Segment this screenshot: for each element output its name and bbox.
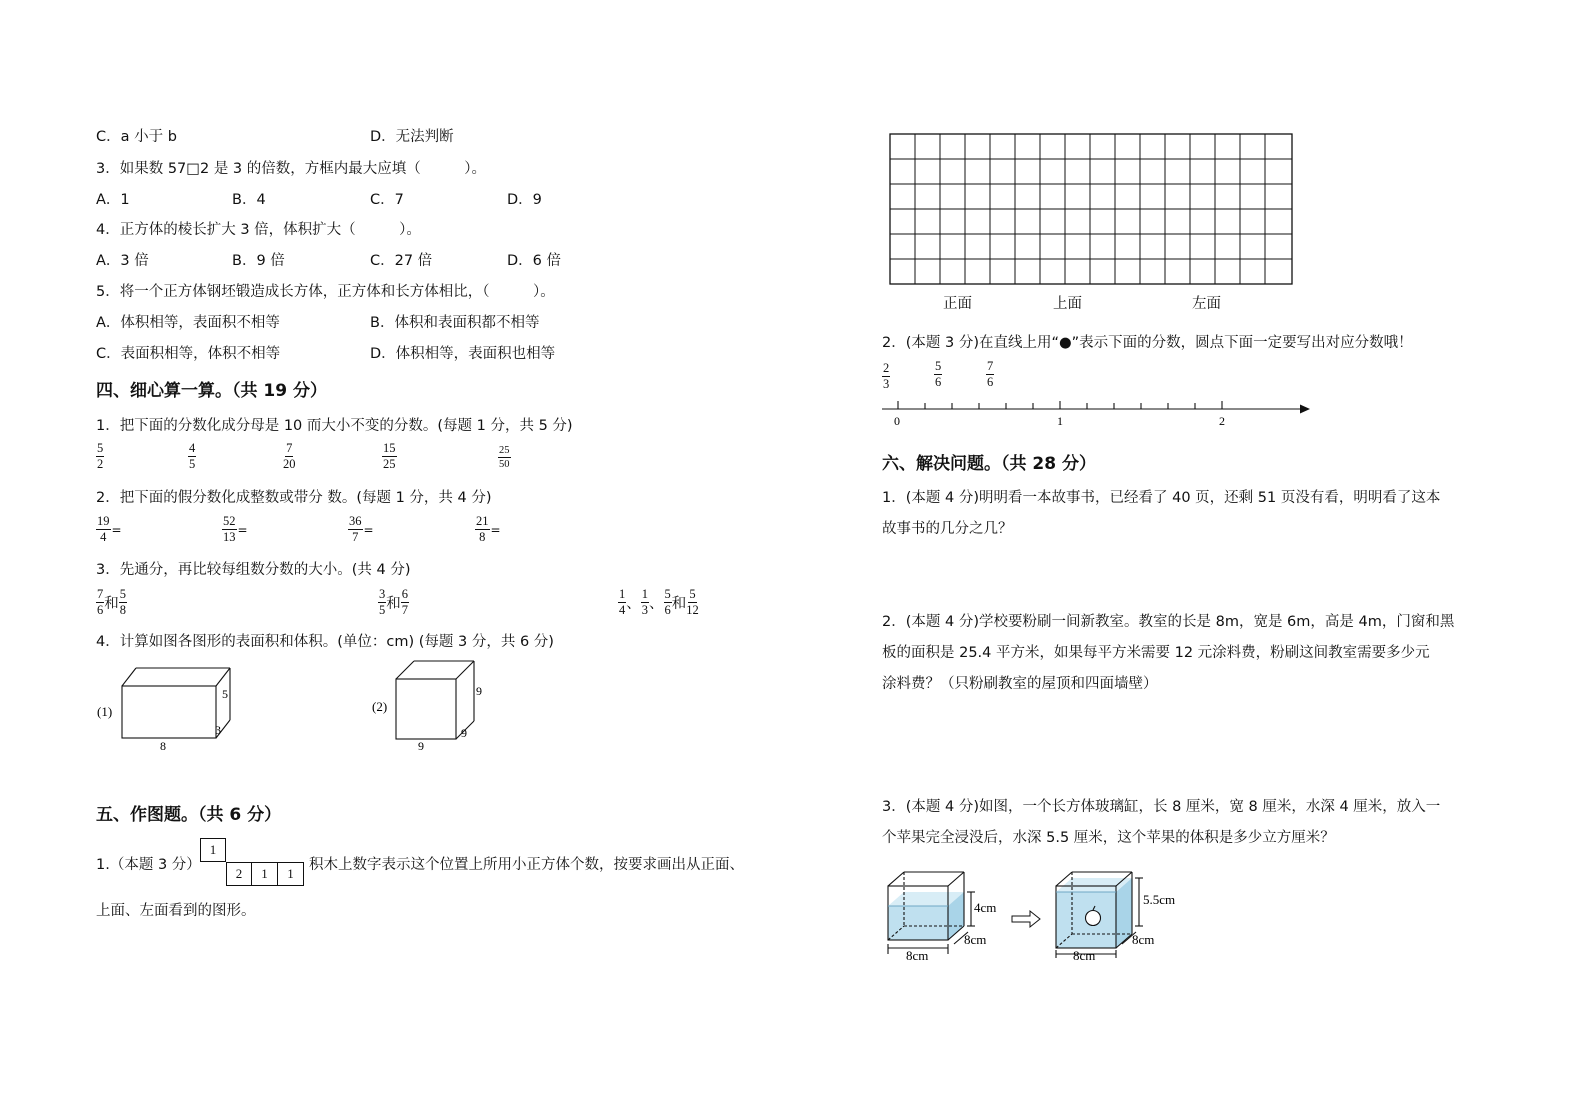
tank-before (888, 872, 996, 963)
q5-option-b: B．体积和表面积都不相等 (370, 315, 540, 331)
figure-1-length: 8 (160, 739, 166, 753)
number-line (878, 396, 1314, 432)
section-5-title: 五、作图题。（共 6 分） (96, 805, 282, 825)
section-6-title: 六、解决问题。（共 28 分） (882, 454, 1096, 474)
glass-tank-diagram (880, 862, 1210, 967)
cube-figure-2 (368, 655, 508, 760)
s5-q2-frac-3: $\frac{7}{6}$ (987, 359, 994, 389)
arrow-right-icon (1012, 911, 1040, 927)
tank-1-length: 8cm (906, 948, 929, 963)
s4-q2-frac-1: $\frac{19}{4}$ = (97, 514, 122, 544)
tank-2-width: 8cm (1132, 932, 1155, 947)
blocks-diagram (200, 838, 304, 886)
section-4-title: 四、细心算一算。（共 19 分） (96, 381, 327, 401)
equals-sign: = (363, 522, 374, 537)
label-top-view: 上面 (1053, 296, 1082, 312)
figure-1-height: 5 (222, 687, 228, 701)
q4-text: 4．正方体的棱长扩大 3 倍，体积扩大（ ）。 (96, 222, 421, 238)
s5-q2-text: 2．(本题 3 分)在直线上用“●”表示下面的分数，圆点下面一定要写出对应分数哦！ (882, 335, 1413, 351)
q3-option-d: D．9 (507, 192, 542, 208)
equals-sign: = (490, 522, 501, 537)
s6-q1-line1: 1．(本题 4 分)明明看一本故事书，已经看了 40 页，还剩 51 页没有看，明明看了这本 (882, 490, 1441, 506)
q3-option-a: A．1 (96, 192, 130, 208)
figure-2-length: 9 (418, 739, 424, 753)
s5-q2-frac-2: $\frac{5}{6}$ (935, 359, 942, 389)
s5-q1-prefix: 1.（本题 3 分） (96, 857, 201, 873)
s4-q2-frac-3: $\frac{36}{7}$ = (349, 514, 374, 544)
s4-q1-frac-2: $\frac{4}{5}$ (189, 441, 196, 471)
figure-2-label: (2) (372, 699, 388, 714)
s4-q3-group-3: $\frac{1}{4}$ 、 $\frac{1}{3}$ 、 $\frac{5}{6}$ 和 $\frac{5}{12}$ (619, 587, 699, 617)
figure-1-label: (1) (97, 704, 113, 719)
equals-sign: = (237, 522, 248, 537)
s5-q2-frac-1: $\frac{2}{3}$ (883, 361, 890, 391)
numberline-label-1: 1 (1057, 414, 1063, 428)
s6-q2-line3: 涂料费？（只粉刷教室的屋顶和四面墙壁） (882, 676, 1158, 692)
q2-option-d: D．无法判断 (370, 129, 454, 145)
block-bottom-2: 1 (252, 862, 278, 886)
s4-q3-text: 3．先通分，再比较每组数分数的大小。(共 4 分) (96, 562, 411, 578)
q5-option-c: C．表面积相等，体积不相等 (96, 346, 281, 362)
s5-q1-text: 积木上数字表示这个位置上所用小正方体个数，按要求画出从正面、 (309, 857, 744, 873)
block-bottom-1: 2 (226, 862, 252, 886)
tank-after (1056, 872, 1175, 963)
s4-q1-frac-3: $\frac{7}{20}$ (283, 441, 296, 471)
numberline-label-2: 2 (1219, 414, 1225, 428)
s4-q1-frac-4: $\frac{15}{25}$ (383, 441, 396, 471)
tank-2-length: 8cm (1073, 948, 1096, 963)
s6-q1-line2: 故事书的几分之几？ (882, 521, 1013, 537)
arrow-right-icon (1300, 405, 1310, 414)
block-bottom-3: 1 (278, 862, 304, 886)
block-top: 1 (200, 838, 226, 862)
q4-option-b: B．9 倍 (232, 253, 285, 269)
q5-option-d: D．体积相等，表面积也相等 (370, 346, 556, 362)
s6-q2-line1: 2．(本题 4 分)学校要粉刷一间新教室。教室的长是 8m，宽是 6m，高是 4m，门窗和黑 (882, 614, 1455, 630)
s6-q3-line1: 3．(本题 4 分)如图，一个长方体玻璃缸，长 8 厘米，宽 8 厘米，水深 4 厘米，放入一 (882, 799, 1441, 815)
figure-1-width: 3 (215, 723, 221, 737)
s4-q1-frac-1: $\frac{5}{2}$ (97, 441, 104, 471)
s5-q1-line2: 上面、左面看到的图形。 (96, 903, 256, 919)
q4-option-a: A．3 倍 (96, 253, 149, 269)
figure-2-width: 9 (461, 726, 467, 740)
label-front-view: 正面 (943, 296, 972, 312)
tank-1-depth: 4cm (974, 900, 997, 915)
s4-q4-text: 4．计算如图各图形的表面积和体积。(单位：cm) (每题 3 分，共 6 分) (96, 634, 554, 650)
q3-text: 3．如果数 57□2 是 3 的倍数，方框内最大应填（ ）。 (96, 161, 487, 177)
s4-q1-text: 1．把下面的分数化成分母是 10 而大小不变的分数。(每题 1 分，共 5 分) (96, 418, 573, 434)
tank-1-width: 8cm (964, 932, 987, 947)
s4-q1-frac-5: $\frac{25}{50}$ (499, 445, 510, 470)
q5-option-a: A．体积相等，表面积不相等 (96, 315, 280, 331)
q4-option-c: C．27 倍 (370, 253, 433, 269)
s4-q2-text: 2．把下面的假分数化成整数或带分 数。(每题 1 分，共 4 分) (96, 490, 492, 506)
cuboid-figure-1 (92, 660, 252, 760)
tank-2-depth: 5.5cm (1143, 892, 1176, 907)
q5-text: 5．将一个正方体钢坯锻造成长方体，正方体和长方体相比，（ ）。 (96, 284, 555, 300)
q4-option-d: D．6 倍 (507, 253, 561, 269)
s6-q3-line2: 个苹果完全浸没后，水深 5.5 厘米，这个苹果的体积是多少立方厘米？ (882, 830, 1335, 846)
s4-q2-frac-4: $\frac{21}{8}$ = (476, 514, 501, 544)
q3-option-c: C．7 (370, 192, 404, 208)
s6-q2-line2: 板的面积是 25.4 平方米，如果每平方米需要 12 元涂料费，粉刷这间教室需要多少元 (882, 645, 1430, 661)
s4-q2-frac-2: $\frac{52}{13}$ = (223, 514, 248, 544)
figure-2-height: 9 (476, 684, 482, 698)
s4-q3-group-2: $\frac{3}{5}$ 和 $\frac{6}{7}$ (379, 587, 408, 617)
equals-sign: = (111, 522, 122, 537)
grid-paper (889, 133, 1295, 286)
numberline-label-0: 0 (894, 414, 900, 428)
label-left-view: 左面 (1192, 296, 1221, 312)
q2-option-c: C．a 小于 b (96, 129, 177, 145)
s4-q3-group-1: $\frac{7}{6}$ 和 $\frac{5}{8}$ (97, 587, 126, 617)
q3-option-b: B．4 (232, 192, 266, 208)
